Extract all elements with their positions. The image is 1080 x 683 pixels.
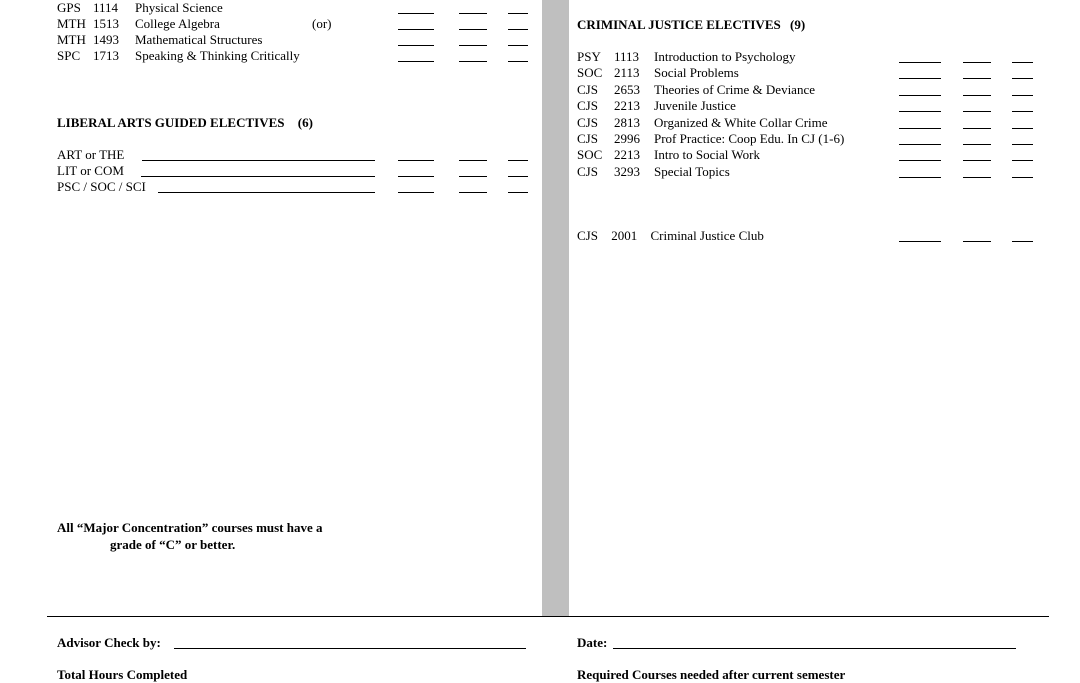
cj-5-blank-3[interactable] [1012, 144, 1033, 145]
required-courses-label: Required Courses needed after current semester [577, 667, 846, 682]
center-divider [542, 0, 569, 616]
course-title: Physical Science [135, 0, 223, 15]
cj-2-blank-3[interactable] [1012, 95, 1033, 96]
elective-course-field[interactable] [141, 176, 375, 177]
cj-course-row [577, 49, 796, 65]
cj-3-blank-2[interactable] [963, 111, 991, 112]
course-number: 2996 [614, 131, 640, 146]
cj-course-row [577, 115, 828, 131]
cj-course-row [577, 164, 730, 180]
cj-1-blank-1[interactable] [899, 78, 941, 79]
course-prefix: CJS [577, 81, 598, 97]
elective-label: PSC / SOC / SCI [57, 179, 146, 194]
course-title: Introduction to Psychology [654, 49, 796, 64]
course-0-blank-2[interactable] [459, 13, 487, 14]
course-prefix: GPS [57, 0, 81, 15]
cj-6-blank-3[interactable] [1012, 160, 1033, 161]
course-prefix: SPC [57, 48, 81, 63]
elective-1-blank-2[interactable] [459, 176, 487, 177]
course-row [57, 0, 223, 16]
course-title: Speaking & Thinking Critically [135, 48, 300, 63]
cj-5-blank-2[interactable] [963, 144, 991, 145]
cj-course-row [577, 147, 760, 163]
course-0-blank-1[interactable] [398, 13, 434, 14]
course-row [57, 48, 300, 64]
elective-label: LIT or COM [57, 163, 124, 178]
cj-course-row [577, 82, 815, 98]
course-title: Theories of Crime & Deviance [654, 81, 815, 97]
elective-course-field[interactable] [158, 192, 375, 193]
course-title: Juvenile Justice [654, 98, 736, 114]
course-prefix: MTH [57, 16, 86, 31]
course-title: Mathematical Structures [135, 32, 263, 47]
date-label: Date: [577, 635, 608, 650]
course-0-blank-3[interactable] [508, 13, 528, 14]
course-2-blank-3[interactable] [508, 45, 528, 46]
club-row [577, 228, 764, 244]
club-blank-1[interactable] [899, 241, 941, 242]
course-1-blank-2[interactable] [459, 29, 487, 30]
cj-4-blank-1[interactable] [899, 128, 941, 129]
elective-1-blank-1[interactable] [398, 176, 434, 177]
course-prefix: PSY [577, 49, 601, 64]
course-number: 2653 [614, 81, 640, 97]
cj-2-blank-2[interactable] [963, 95, 991, 96]
grade-note-line1: All “Major Concentration” courses must have a [57, 520, 323, 535]
course-3-blank-2[interactable] [459, 61, 487, 62]
advisor-check-field[interactable] [174, 648, 526, 649]
course-prefix: CJS [577, 98, 598, 114]
elective-label: ART or THE [57, 147, 125, 162]
course-1-blank-1[interactable] [398, 29, 434, 30]
club-prefix: CJS [577, 228, 598, 243]
footer-rule [47, 616, 1049, 617]
date-field[interactable] [613, 648, 1016, 649]
course-number: 2813 [614, 114, 640, 130]
club-blank-3[interactable] [1012, 241, 1033, 242]
elective-0-blank-3[interactable] [508, 160, 528, 161]
elective-2-blank-2[interactable] [459, 192, 487, 193]
course-1-blank-3[interactable] [508, 29, 528, 30]
course-prefix: CJS [577, 163, 598, 179]
course-number: 2113 [614, 65, 640, 81]
course-number: 2213 [614, 98, 640, 114]
course-title: Special Topics [654, 163, 730, 179]
course-number: 1113 [614, 49, 640, 64]
course-2-blank-2[interactable] [459, 45, 487, 46]
cj-7-blank-3[interactable] [1012, 177, 1033, 178]
liberal-arts-heading-text: LIBERAL ARTS GUIDED ELECTIVES [57, 115, 285, 130]
club-number: 2001 [611, 228, 638, 243]
cj-course-row [577, 131, 844, 147]
cj-2-blank-1[interactable] [899, 95, 941, 96]
liberal-arts-hours: (6) [297, 115, 313, 130]
cj-7-blank-2[interactable] [963, 177, 991, 178]
elective-0-blank-1[interactable] [398, 160, 434, 161]
cj-course-row [577, 65, 739, 81]
total-hours-label: Total Hours Completed [57, 667, 188, 682]
course-prefix: CJS [577, 131, 598, 146]
cj-7-blank-1[interactable] [899, 177, 941, 178]
course-number: 1513 [93, 16, 119, 31]
cj-electives-hours: (9) [789, 17, 806, 32]
course-title: Organized & White Collar Crime [654, 114, 828, 130]
elective-course-field[interactable] [142, 160, 375, 161]
cj-6-blank-1[interactable] [899, 160, 941, 161]
club-title: Criminal Justice Club [650, 228, 764, 243]
course-row [57, 32, 262, 48]
course-prefix: CJS [577, 114, 598, 130]
course-note: (or) [312, 16, 332, 31]
cj-5-blank-1[interactable] [899, 144, 941, 145]
course-title: Prof Practice: Coop Edu. In CJ (1-6) [654, 131, 845, 146]
course-row [57, 16, 220, 32]
course-3-blank-3[interactable] [508, 61, 528, 62]
course-prefix: MTH [57, 32, 86, 47]
cj-course-row [577, 98, 736, 114]
cj-1-blank-3[interactable] [1012, 78, 1033, 79]
course-prefix: SOC [577, 147, 603, 163]
grade-note-line2: grade of “C” or better. [110, 537, 236, 552]
course-number: 3293 [614, 163, 640, 179]
course-prefix: SOC [577, 65, 603, 81]
cj-1-blank-2[interactable] [963, 78, 991, 79]
elective-1-blank-3[interactable] [508, 176, 528, 177]
course-number: 1114 [93, 0, 119, 15]
elective-2-blank-3[interactable] [508, 192, 528, 193]
advisor-check-label: Advisor Check by: [57, 635, 161, 650]
liberal-arts-heading [57, 115, 313, 131]
course-number: 1493 [93, 32, 119, 47]
course-2-blank-1[interactable] [398, 45, 434, 46]
cj-electives-heading-text: CRIMINAL JUSTICE ELECTIVES [577, 17, 781, 32]
course-number: 1713 [93, 48, 119, 63]
cj-0-blank-2[interactable] [963, 62, 991, 63]
course-3-blank-1[interactable] [398, 61, 434, 62]
cj-4-blank-3[interactable] [1012, 128, 1033, 129]
cj-3-blank-1[interactable] [899, 111, 941, 112]
cj-electives-heading [577, 17, 805, 33]
cj-0-blank-3[interactable] [1012, 62, 1033, 63]
course-title: Social Problems [654, 65, 739, 81]
cj-3-blank-3[interactable] [1012, 111, 1033, 112]
cj-4-blank-2[interactable] [963, 128, 991, 129]
elective-0-blank-2[interactable] [459, 160, 487, 161]
course-number: 2213 [614, 147, 640, 163]
club-blank-2[interactable] [963, 241, 991, 242]
course-title: College Algebra [135, 16, 220, 31]
elective-2-blank-1[interactable] [398, 192, 434, 193]
cj-6-blank-2[interactable] [963, 160, 991, 161]
cj-0-blank-1[interactable] [899, 62, 941, 63]
course-title: Intro to Social Work [654, 147, 760, 163]
